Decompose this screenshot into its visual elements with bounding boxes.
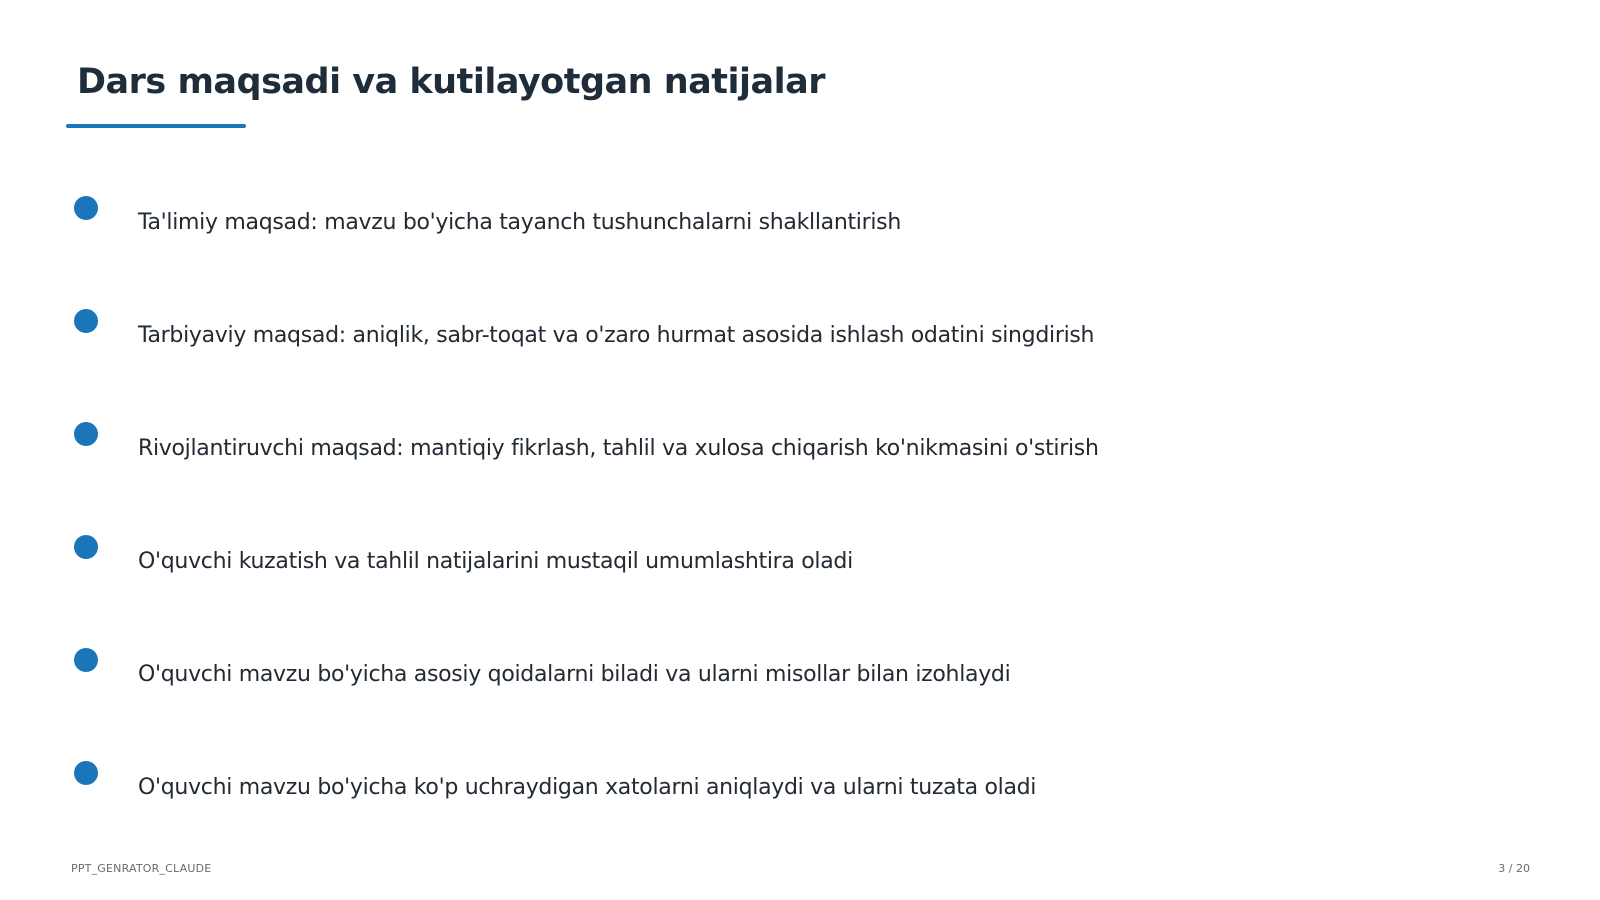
bullet-text: O'quvchi mavzu bo'yicha asosiy qoidalarni biladi va ularni misollar bilan izohlaydi — [138, 662, 1011, 687]
bullet-text: Rivojlantiruvchi maqsad: mantiqiy fikrlash, tahlil va xulosa chiqarish ko'nikmasini o'stirish — [138, 436, 1099, 461]
footer-label: PPT_GENRATOR_CLAUDE — [71, 862, 212, 875]
list-item — [0, 309, 1200, 369]
bullet-dot-icon — [74, 196, 98, 220]
list-item — [0, 196, 1200, 256]
page-indicator: 3 / 20 — [1498, 862, 1530, 875]
slide-title: Dars maqsadi va kutilayotgan natijalar — [77, 62, 825, 102]
list-item — [0, 422, 1200, 482]
bullet-dot-icon — [74, 535, 98, 559]
bullet-dot-icon — [74, 309, 98, 333]
bullet-text: O'quvchi kuzatish va tahlil natijalarini mustaqil umumlashtira oladi — [138, 549, 853, 574]
list-item — [0, 761, 1200, 821]
bullet-dot-icon — [74, 422, 98, 446]
bullet-text: O'quvchi mavzu bo'yicha ko'p uchraydigan xatolarni aniqlaydi va ularni tuzata oladi — [138, 775, 1037, 800]
bullet-dot-icon — [74, 648, 98, 672]
bullet-dot-icon — [74, 761, 98, 785]
bullet-text: Tarbiyaviy maqsad: aniqlik, sabr-toqat va o'zaro hurmat asosida ishlash odatini singdirish — [138, 323, 1095, 348]
list-item — [0, 535, 1200, 595]
title-underline — [66, 124, 246, 128]
list-item — [0, 648, 1200, 708]
bullet-text: Ta'limiy maqsad: mavzu bo'yicha tayanch tushunchalarni shakllantirish — [138, 210, 901, 235]
